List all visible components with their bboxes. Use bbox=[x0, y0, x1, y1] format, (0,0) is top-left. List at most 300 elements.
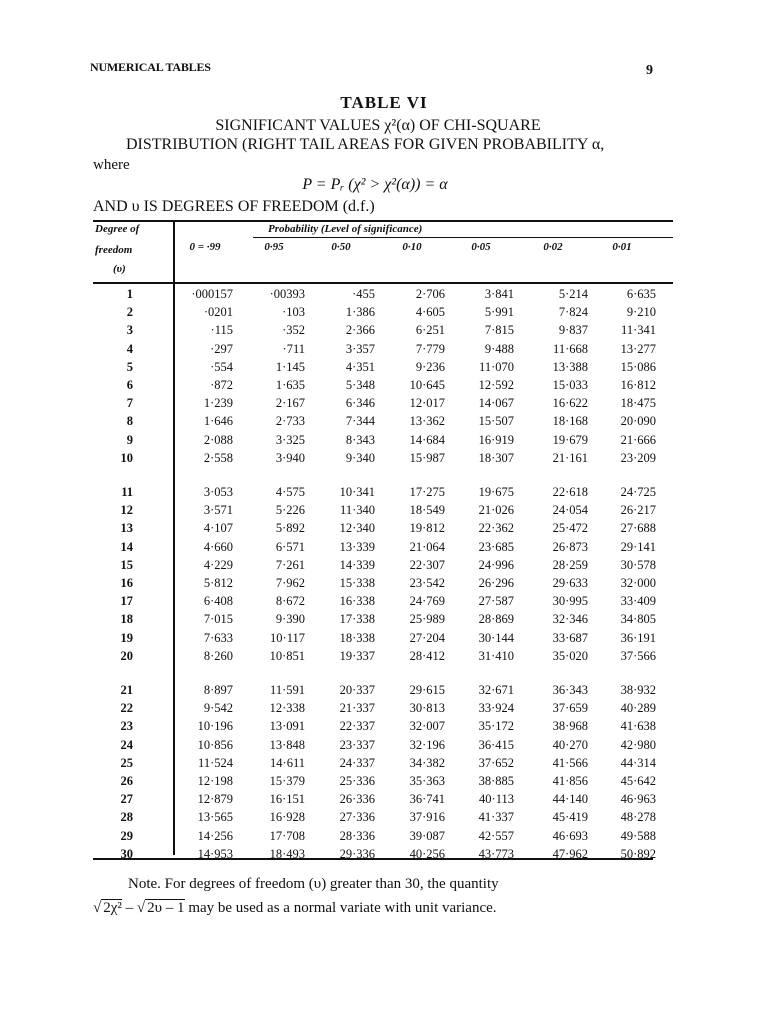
note-line2-text: may be used as a normal variate with unit variance. bbox=[188, 900, 497, 916]
chi-square-value-cell: 9·488 bbox=[484, 341, 514, 356]
chi-square-value-cell: 15·379 bbox=[269, 774, 305, 788]
table-row bbox=[93, 576, 673, 594]
chi-square-value-cell: ·297 bbox=[210, 341, 233, 356]
chi-square-value-cell: 21·666 bbox=[620, 432, 656, 447]
chi-square-value-cell: 7·824 bbox=[558, 305, 588, 320]
chi-square-value-cell: 3·571 bbox=[203, 503, 233, 518]
table-row bbox=[93, 433, 673, 451]
chi-square-value-cell: 15·033 bbox=[552, 378, 588, 392]
chi-square-value-cell: 7·633 bbox=[203, 630, 233, 645]
chi-square-value-cell: 23·337 bbox=[339, 737, 375, 752]
chi-square-value-cell: 7·344 bbox=[345, 414, 375, 429]
chi-square-value-cell: 29·633 bbox=[552, 576, 588, 590]
sqrt-sign: √ bbox=[93, 900, 102, 916]
chi-square-value-cell: 37·652 bbox=[478, 755, 514, 770]
chi-square-value-cell: 4·660 bbox=[203, 539, 233, 554]
chi-square-value-cell: 4·575 bbox=[275, 485, 305, 499]
chi-square-value-cell: ·000157 bbox=[191, 287, 233, 301]
degrees-of-freedom-cell: 14 bbox=[120, 539, 133, 554]
table-row bbox=[93, 612, 673, 630]
chi-square-value-cell: ·711 bbox=[282, 341, 305, 356]
table-row bbox=[93, 847, 673, 865]
chi-square-value-cell: 3·841 bbox=[484, 287, 514, 301]
chi-square-value-cell: 25·472 bbox=[552, 521, 588, 536]
chi-square-value-cell: 19·337 bbox=[339, 648, 375, 663]
table-title: TABLE VI bbox=[340, 93, 428, 112]
chi-square-value-cell: 14·684 bbox=[409, 432, 445, 447]
chi-square-value-cell: 36·741 bbox=[409, 792, 445, 807]
chi-square-value-cell: 26·336 bbox=[339, 792, 375, 807]
chi-square-value-cell: 12·017 bbox=[409, 396, 445, 411]
chi-square-value-cell: 22·618 bbox=[552, 485, 588, 499]
chi-square-value-cell: 1·145 bbox=[275, 359, 305, 374]
chi-square-value-cell: 13·848 bbox=[269, 737, 305, 752]
chi-square-value-cell: 41·566 bbox=[552, 755, 588, 770]
degrees-of-freedom-cell: 16 bbox=[120, 576, 133, 590]
chi-square-value-cell: 14·339 bbox=[339, 557, 375, 572]
chi-square-value-cell: 29·615 bbox=[409, 683, 445, 697]
chi-square-value-cell: 11·340 bbox=[340, 503, 375, 518]
chi-square-value-cell: 9·236 bbox=[415, 359, 445, 374]
note-line2 bbox=[93, 899, 497, 917]
page-number: 9 bbox=[646, 63, 653, 78]
table-row bbox=[93, 360, 673, 378]
table-row bbox=[93, 792, 673, 810]
chi-square-value-cell: 35·020 bbox=[552, 648, 588, 663]
chi-square-value-cell: 41·856 bbox=[552, 774, 588, 788]
chi-square-value-cell: 36·415 bbox=[478, 737, 514, 752]
chi-square-value-cell: 43·773 bbox=[478, 846, 514, 861]
header-bottom-rule bbox=[93, 282, 673, 284]
chi-square-value-cell: 6·251 bbox=[415, 323, 445, 338]
stub-header-line3: (υ) bbox=[113, 263, 126, 275]
degrees-of-freedom-cell: 22 bbox=[120, 701, 133, 716]
table-row bbox=[93, 342, 673, 360]
table-top-rule bbox=[93, 220, 673, 222]
chi-square-value-cell: 9·340 bbox=[345, 450, 375, 465]
chi-square-value-cell: 10·645 bbox=[409, 378, 445, 392]
minus-sign: – bbox=[125, 900, 134, 916]
table-subtitle-line1: SIGNIFICANT VALUES χ²(α) OF CHI-SQUARE bbox=[215, 117, 541, 134]
chi-square-value-cell: 47·962 bbox=[552, 846, 588, 861]
chi-square-value-cell: 40·289 bbox=[620, 701, 656, 716]
chi-square-value-cell: 17·708 bbox=[269, 828, 305, 843]
chi-square-value-cell: 25·989 bbox=[409, 612, 445, 627]
chi-square-value-cell: 19·675 bbox=[478, 485, 514, 499]
chi-square-value-cell: 12·198 bbox=[197, 774, 233, 788]
table-subtitle-line2: DISTRIBUTION (RIGHT TAIL AREAS FOR GIVEN PROBABILITY α, bbox=[126, 136, 605, 153]
chi-square-value-cell: 34·382 bbox=[409, 755, 445, 770]
chi-square-value-cell: 29·141 bbox=[620, 539, 656, 554]
degrees-of-freedom-cell: 25 bbox=[120, 755, 133, 770]
chi-square-value-cell: 41·638 bbox=[620, 719, 656, 734]
table-row bbox=[93, 451, 673, 469]
chi-square-value-cell: 5·226 bbox=[275, 503, 305, 518]
chi-square-value-cell: 21·064 bbox=[409, 539, 445, 554]
chi-square-value-cell: 8·260 bbox=[203, 648, 233, 663]
degrees-of-freedom-cell: 23 bbox=[120, 719, 133, 734]
chi-square-value-cell: 13·339 bbox=[339, 539, 375, 554]
chi-square-value-cell: 32·196 bbox=[409, 737, 445, 752]
table-row bbox=[93, 810, 673, 828]
chi-square-value-cell: ·554 bbox=[210, 359, 233, 374]
table-row bbox=[93, 701, 673, 719]
chi-square-value-cell: 37·916 bbox=[409, 810, 445, 825]
chi-square-value-cell: 33·409 bbox=[620, 594, 656, 609]
chi-square-value-cell: 3·940 bbox=[275, 450, 305, 465]
chi-square-value-cell: 26·873 bbox=[552, 539, 588, 554]
degrees-of-freedom-cell: 12 bbox=[120, 503, 133, 518]
chi-square-value-cell: 18·493 bbox=[269, 846, 305, 861]
chi-square-value-cell: 46·963 bbox=[620, 792, 656, 807]
chi-square-value-cell: 28·869 bbox=[478, 612, 514, 627]
degrees-of-freedom-cell: 24 bbox=[120, 737, 133, 752]
chi-square-value-cell: 30·144 bbox=[478, 630, 514, 645]
chi-square-value-cell: ·103 bbox=[282, 305, 305, 320]
degrees-of-freedom-cell: 20 bbox=[120, 648, 133, 663]
chi-square-value-cell: 22·307 bbox=[409, 557, 445, 572]
chi-square-value-cell: 13·277 bbox=[620, 341, 656, 356]
degrees-of-freedom-cell: 27 bbox=[120, 792, 133, 807]
chi-square-value-cell: 23·209 bbox=[620, 450, 656, 465]
chi-square-value-cell: 45·642 bbox=[620, 774, 656, 788]
degrees-of-freedom-cell: 3 bbox=[126, 323, 133, 338]
chi-square-value-cell: 11·070 bbox=[479, 359, 514, 374]
chi-square-value-cell: 11·668 bbox=[553, 341, 588, 356]
chi-square-value-cell: 40·270 bbox=[552, 737, 588, 752]
chi-square-value-cell: 28·259 bbox=[552, 557, 588, 572]
chi-square-value-cell: 2·366 bbox=[345, 323, 375, 338]
chi-square-value-cell: 14·611 bbox=[270, 755, 305, 770]
degrees-of-freedom-cell: 4 bbox=[126, 341, 133, 356]
chi-square-value-cell: 49·588 bbox=[620, 828, 656, 843]
degrees-of-freedom-cell: 19 bbox=[120, 630, 133, 645]
chi-square-value-cell: 18·307 bbox=[478, 450, 514, 465]
chi-square-value-cell: 38·885 bbox=[478, 774, 514, 788]
chi-square-value-cell: 7·815 bbox=[484, 323, 514, 338]
chi-square-value-cell: 15·338 bbox=[339, 576, 375, 590]
chi-square-value-cell: 16·812 bbox=[620, 378, 656, 392]
chi-square-value-cell: 32·007 bbox=[409, 719, 445, 734]
chi-square-value-cell: 21·026 bbox=[478, 503, 514, 518]
chi-square-value-cell: 36·343 bbox=[552, 683, 588, 697]
degrees-of-freedom-cell: 10 bbox=[120, 450, 133, 465]
chi-square-value-cell: 16·338 bbox=[339, 594, 375, 609]
table-row bbox=[93, 719, 673, 737]
chi-square-value-cell: 31·410 bbox=[478, 648, 514, 663]
chi-square-value-cell: 6·346 bbox=[345, 396, 375, 411]
chi-square-value-cell: 18·338 bbox=[339, 630, 375, 645]
chi-square-value-cell: 32·346 bbox=[552, 612, 588, 627]
chi-square-value-cell: 5·892 bbox=[275, 521, 305, 536]
chi-square-value-cell: ·352 bbox=[282, 323, 305, 338]
table-row bbox=[93, 503, 673, 521]
chi-square-value-cell: 5·991 bbox=[484, 305, 514, 320]
column-header-0: 0 = ·99 bbox=[189, 241, 221, 253]
chi-square-value-cell: 14·953 bbox=[197, 846, 233, 861]
column-header-1: 0·95 bbox=[264, 241, 284, 253]
chi-square-value-cell: 37·659 bbox=[552, 701, 588, 716]
chi-square-value-cell: 9·210 bbox=[626, 305, 656, 320]
chi-square-value-cell: 18·168 bbox=[552, 414, 588, 429]
probability-header-rule bbox=[253, 237, 673, 238]
table-row bbox=[93, 305, 673, 323]
chi-square-value-cell: 3·325 bbox=[275, 432, 305, 447]
chi-square-value-cell: 14·067 bbox=[478, 396, 514, 411]
chi-square-value-cell: 13·091 bbox=[269, 719, 305, 734]
chi-square-value-cell: ·115 bbox=[210, 323, 233, 338]
degrees-of-freedom-cell: 21 bbox=[120, 683, 133, 697]
chi-square-value-cell: 11·591 bbox=[270, 683, 305, 697]
chi-square-value-cell: 15·507 bbox=[478, 414, 514, 429]
table-row bbox=[93, 683, 673, 701]
chi-square-value-cell: 42·980 bbox=[620, 737, 656, 752]
chi-square-value-cell: 11·524 bbox=[198, 755, 233, 770]
chi-square-value-cell: 9·542 bbox=[203, 701, 233, 716]
chi-square-value-cell: 16·919 bbox=[478, 432, 514, 447]
stub-header-line1: Degree of bbox=[95, 223, 140, 235]
chi-square-value-cell: 1·386 bbox=[345, 305, 375, 320]
chi-square-value-cell: 45·419 bbox=[552, 810, 588, 825]
chi-square-value-cell: 33·687 bbox=[552, 630, 588, 645]
chi-square-value-cell: 21·161 bbox=[552, 450, 588, 465]
chi-square-value-cell: 2·167 bbox=[275, 396, 305, 411]
chi-square-value-cell: 13·565 bbox=[197, 810, 233, 825]
table-row bbox=[93, 558, 673, 576]
chi-square-value-cell: 3·357 bbox=[345, 341, 375, 356]
chi-square-value-cell: 11·341 bbox=[621, 323, 656, 338]
chi-square-value-cell: 19·812 bbox=[409, 521, 445, 536]
degrees-of-freedom-cell: 18 bbox=[120, 612, 133, 627]
sqrt-sign: √ bbox=[136, 900, 146, 916]
chi-square-value-cell: 16·928 bbox=[269, 810, 305, 825]
chi-square-value-cell: 12·592 bbox=[478, 378, 514, 392]
chi-square-value-cell: 24·337 bbox=[339, 755, 375, 770]
chi-square-value-cell: 6·408 bbox=[203, 594, 233, 609]
where-label: where bbox=[93, 157, 130, 173]
chi-square-value-cell: 25·336 bbox=[339, 774, 375, 788]
chi-square-value-cell: 44·314 bbox=[620, 755, 656, 770]
table-row bbox=[93, 323, 673, 341]
chi-square-value-cell: 15·086 bbox=[620, 359, 656, 374]
chi-square-value-cell: 18·549 bbox=[409, 503, 445, 518]
chi-square-value-cell: 17·275 bbox=[409, 485, 445, 499]
chi-square-value-cell: 24·996 bbox=[478, 557, 514, 572]
chi-square-value-cell: 50·892 bbox=[620, 846, 656, 861]
chi-square-value-cell: 9·837 bbox=[558, 323, 588, 338]
chi-square-value-cell: 10·851 bbox=[269, 648, 305, 663]
table-row bbox=[93, 738, 673, 756]
chi-square-value-cell: 7·962 bbox=[275, 576, 305, 590]
chi-square-value-cell: ·455 bbox=[352, 287, 375, 301]
chi-square-value-cell: 4·605 bbox=[415, 305, 445, 320]
chi-square-value-cell: 40·256 bbox=[409, 846, 445, 861]
column-header-2: 0·50 bbox=[331, 241, 351, 253]
degrees-of-freedom-line: AND υ IS DEGREES OF FREEDOM (d.f.) bbox=[93, 198, 375, 215]
chi-square-value-cell: 32·671 bbox=[478, 683, 514, 697]
chi-square-value-cell: 22·362 bbox=[478, 521, 514, 536]
column-header-4: 0·05 bbox=[471, 241, 491, 253]
degrees-of-freedom-cell: 13 bbox=[120, 521, 133, 536]
probability-header: Probability (Level of significance) bbox=[268, 223, 423, 235]
chi-square-value-cell: 8·672 bbox=[275, 594, 305, 609]
table-row bbox=[93, 649, 673, 667]
chi-square-value-cell: 6·635 bbox=[626, 287, 656, 301]
chi-square-value-cell: 16·622 bbox=[552, 396, 588, 411]
chi-square-value-cell: 23·685 bbox=[478, 539, 514, 554]
chi-square-value-cell: 5·214 bbox=[558, 287, 588, 301]
chi-square-value-cell: 30·995 bbox=[552, 594, 588, 609]
chi-square-value-cell: 15·987 bbox=[409, 450, 445, 465]
chi-square-value-cell: 3·053 bbox=[203, 485, 233, 499]
running-header: NUMERICAL TABLES bbox=[90, 60, 211, 74]
chi-square-value-cell: ·00393 bbox=[269, 287, 305, 301]
chi-square-value-cell: 40·113 bbox=[479, 792, 514, 807]
table-row bbox=[93, 774, 673, 792]
stub-header-line2: freedom bbox=[95, 244, 133, 256]
table-row bbox=[93, 540, 673, 558]
table-row bbox=[93, 521, 673, 539]
chi-square-value-cell: 39·087 bbox=[409, 828, 445, 843]
chi-square-value-cell: 7·015 bbox=[203, 612, 233, 627]
chi-square-value-cell: 2·088 bbox=[203, 432, 233, 447]
chi-square-value-cell: 26·217 bbox=[620, 503, 656, 518]
chi-square-value-cell: 23·542 bbox=[409, 576, 445, 590]
chi-square-value-cell: 29·336 bbox=[339, 846, 375, 861]
chi-square-value-cell: 34·805 bbox=[620, 612, 656, 627]
chi-square-value-cell: 28·412 bbox=[409, 648, 445, 663]
chi-square-value-cell: 32·000 bbox=[620, 576, 656, 590]
degrees-of-freedom-cell: 8 bbox=[126, 414, 133, 429]
chi-square-value-cell: 2·733 bbox=[275, 414, 305, 429]
chi-square-value-cell: 1·239 bbox=[203, 396, 233, 411]
note-line1: Note. For degrees of freedom (υ) greater than 30, the quantity bbox=[128, 876, 499, 892]
degrees-of-freedom-cell: 7 bbox=[126, 396, 133, 411]
degrees-of-freedom-cell: 11 bbox=[121, 485, 133, 499]
chi-square-value-cell: 36·191 bbox=[620, 630, 656, 645]
chi-square-value-cell: 20·337 bbox=[339, 683, 375, 697]
chi-square-value-cell: 17·338 bbox=[339, 612, 375, 627]
chi-square-value-cell: 9·390 bbox=[275, 612, 305, 627]
table-row bbox=[93, 756, 673, 774]
chi-square-value-cell: 12·340 bbox=[339, 521, 375, 536]
table-row bbox=[93, 594, 673, 612]
table-row bbox=[93, 396, 673, 414]
chi-square-value-cell: 26·296 bbox=[478, 576, 514, 590]
table-row bbox=[93, 829, 673, 847]
chi-square-value-cell: 28·336 bbox=[339, 828, 375, 843]
chi-square-value-cell: 48·278 bbox=[620, 810, 656, 825]
table-row bbox=[93, 485, 673, 503]
chi-square-value-cell: 12·338 bbox=[269, 701, 305, 716]
column-header-5: 0·02 bbox=[543, 241, 563, 253]
chi-square-value-cell: 44·140 bbox=[552, 792, 588, 807]
sqrt-term-b: 2υ – 1 bbox=[147, 900, 185, 916]
chi-square-value-cell: 8·897 bbox=[203, 683, 233, 697]
chi-square-value-cell: 4·107 bbox=[203, 521, 233, 536]
table-row bbox=[93, 631, 673, 649]
chi-square-value-cell: 38·968 bbox=[552, 719, 588, 734]
chi-square-value-cell: 35·172 bbox=[478, 719, 514, 734]
chi-square-value-cell: 14·256 bbox=[197, 828, 233, 843]
degrees-of-freedom-cell: 26 bbox=[120, 774, 133, 788]
chi-square-value-cell: 22·337 bbox=[339, 719, 375, 734]
chi-square-value-cell: 41·337 bbox=[478, 810, 514, 825]
chi-square-value-cell: 27·688 bbox=[620, 521, 656, 536]
chi-square-value-cell: 46·693 bbox=[552, 828, 588, 843]
degrees-of-freedom-cell: 28 bbox=[120, 810, 133, 825]
chi-square-value-cell: 4·351 bbox=[345, 359, 375, 374]
chi-square-value-cell: ·872 bbox=[210, 378, 233, 392]
chi-square-value-cell: 7·261 bbox=[275, 557, 305, 572]
chi-square-value-cell: 27·587 bbox=[478, 594, 514, 609]
chi-square-value-cell: 24·725 bbox=[620, 485, 656, 499]
chi-square-value-cell: 19·679 bbox=[552, 432, 588, 447]
chi-square-value-cell: 24·769 bbox=[409, 594, 445, 609]
chi-square-value-cell: 5·348 bbox=[345, 378, 375, 392]
chi-square-value-cell: 30·578 bbox=[620, 557, 656, 572]
chi-square-value-cell: 4·229 bbox=[203, 557, 233, 572]
chi-square-value-cell: 38·932 bbox=[620, 683, 656, 697]
chi-square-value-cell: 21·337 bbox=[339, 701, 375, 716]
degrees-of-freedom-cell: 17 bbox=[120, 594, 133, 609]
degrees-of-freedom-cell: 29 bbox=[120, 828, 133, 843]
chi-square-value-cell: 10·341 bbox=[339, 485, 375, 499]
chi-square-value-cell: 30·813 bbox=[409, 701, 445, 716]
chi-square-value-cell: 10·856 bbox=[197, 737, 233, 752]
table-row bbox=[93, 287, 673, 305]
chi-square-value-cell: 6·571 bbox=[275, 539, 305, 554]
chi-square-value-cell: 18·475 bbox=[620, 396, 656, 411]
chi-square-value-cell: 42·557 bbox=[478, 828, 514, 843]
chi-square-value-cell: 12·879 bbox=[197, 792, 233, 807]
table-row bbox=[93, 378, 673, 396]
degrees-of-freedom-cell: 9 bbox=[126, 432, 133, 447]
degrees-of-freedom-cell: 30 bbox=[120, 846, 133, 861]
column-header-6: 0·01 bbox=[612, 241, 632, 253]
chi-square-value-cell: 33·924 bbox=[478, 701, 514, 716]
degrees-of-freedom-cell: 6 bbox=[126, 378, 133, 392]
chi-square-value-cell: 27·204 bbox=[409, 630, 445, 645]
chi-square-value-cell: 16·151 bbox=[269, 792, 305, 807]
chi-square-value-cell: 20·090 bbox=[620, 414, 656, 429]
chi-square-value-cell: 1·635 bbox=[275, 378, 305, 392]
sqrt-term-a: 2χ² bbox=[103, 900, 122, 916]
degrees-of-freedom-cell: 15 bbox=[120, 557, 133, 572]
chi-square-value-cell: 27·336 bbox=[339, 810, 375, 825]
chi-square-value-cell: 5·812 bbox=[203, 576, 233, 590]
chi-square-value-cell: 7·779 bbox=[415, 341, 445, 356]
chi-square-value-cell: 2·706 bbox=[415, 287, 445, 301]
chi-square-value-cell: 37·566 bbox=[620, 648, 656, 663]
chi-square-value-cell: 1·646 bbox=[203, 414, 233, 429]
probability-formula: P = Pᵣ (χ² > χ²(α)) = α bbox=[302, 176, 448, 193]
column-header-3: 0·10 bbox=[402, 241, 422, 253]
chi-square-value-cell: 13·388 bbox=[552, 359, 588, 374]
degrees-of-freedom-cell: 5 bbox=[126, 359, 133, 374]
chi-square-table bbox=[93, 220, 673, 860]
chi-square-value-cell: 24·054 bbox=[552, 503, 588, 518]
table-row bbox=[93, 414, 673, 432]
chi-square-value-cell: 2·558 bbox=[203, 450, 233, 465]
chi-square-value-cell: 13·362 bbox=[409, 414, 445, 429]
chi-square-value-cell: ·0201 bbox=[203, 305, 233, 320]
chi-square-value-cell: 10·196 bbox=[197, 719, 233, 734]
chi-square-value-cell: 8·343 bbox=[345, 432, 375, 447]
degrees-of-freedom-cell: 1 bbox=[126, 287, 133, 301]
chi-square-value-cell: 35·363 bbox=[409, 774, 445, 788]
chi-square-value-cell: 10·117 bbox=[270, 630, 305, 645]
